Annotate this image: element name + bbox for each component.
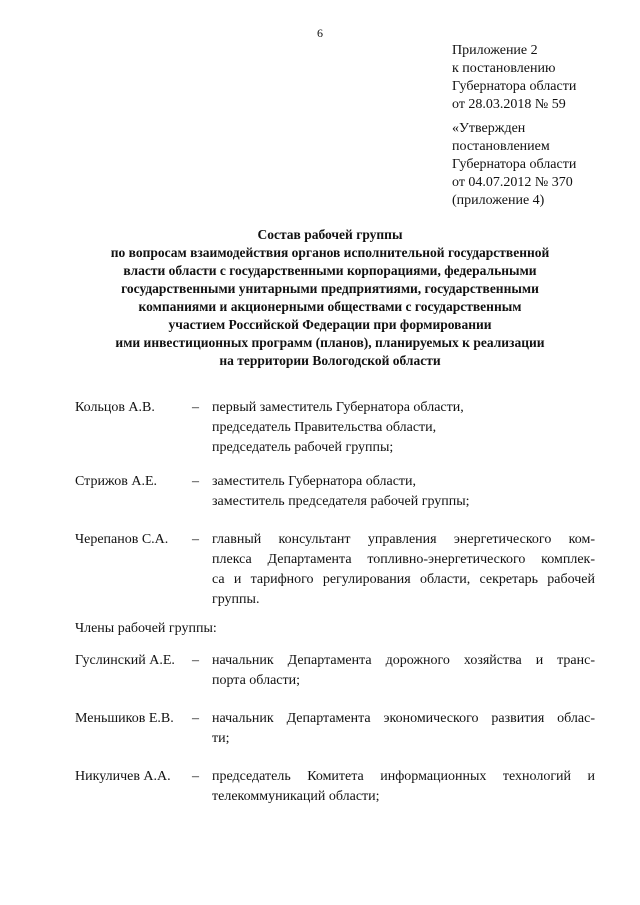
appendix-line: Губернатора области [452,79,577,94]
appendix-line: Приложение 2 [452,43,538,58]
approval-line: Губернатора области [452,157,577,172]
position-line: председатель рабочей группы; [212,440,394,455]
appendix-line: от 28.03.2018 № 59 [452,97,566,112]
position-line: са и тарифного регулирования области, секретарь рабочей [212,572,595,587]
members-heading: Члены рабочей группы: [75,621,217,636]
position-line: телекоммуникаций области; [212,789,380,804]
position-line: ти; [212,731,230,746]
dash-separator: – [192,711,199,726]
member-name: Стрижов А.Е. [75,474,158,489]
member-position [212,472,595,512]
position-line: начальник Департамента дорожного хозяйства и транс- [212,653,595,668]
dash-separator: – [192,474,199,489]
position-line: начальник Департамента экономического развития облас- [212,711,595,726]
appendix-reference [452,42,576,114]
member-name: Гуслинский А.Е. [75,653,175,668]
position-line: первый заместитель Губернатора области, [212,400,464,415]
position-line: председатель Правительства области, [212,420,437,435]
position-line: главный консультант управления энергетического ком- [212,532,595,547]
approval-reference [452,120,576,210]
position-line: группы. [212,592,260,607]
member-position [212,398,595,458]
document-title [40,226,620,370]
position-line: плекса Департамента топливно-энергетического комплек- [212,552,595,567]
member-name: Меньшиков Е.В. [75,711,174,726]
member-name: Никуличев А.А. [75,769,171,784]
title-line: ими инвестиционных программ (планов), планируемых к реализации [115,335,545,350]
appendix-line: к постановлению [452,61,556,76]
title-line: власти области с государственными корпорациями, федеральными [123,263,537,278]
title-line: на территории Вологодской области [219,353,441,368]
title-line: по вопросам взаимодействия органов исполнительной государственной [110,245,550,260]
position-line: порта области; [212,673,300,688]
dash-separator: – [192,653,199,668]
approval-line: «Утвержден [452,121,526,136]
member-name: Черепанов С.А. [75,532,169,547]
position-line: председатель Комитета информационных технологий и [212,769,595,784]
title-line: Состав рабочей группы [257,227,403,242]
member-name: Кольцов А.В. [75,400,155,415]
dash-separator: – [192,769,199,784]
position-line: заместитель председателя рабочей группы; [212,494,470,509]
dash-separator: – [192,400,199,415]
approval-line: (приложение 4) [452,193,545,208]
member-position [212,530,595,610]
approval-line: постановлением [452,139,550,154]
page-number: 6 [317,26,323,40]
title-line: компаниями и акционерными обществами с государственным [138,299,522,314]
member-position [212,651,595,691]
position-line: заместитель Губернатора области, [212,474,417,489]
dash-separator: – [192,532,199,547]
title-line: участием Российской Федерации при формировании [168,317,492,332]
title-line: государственными унитарными предприятиями, государственными [121,281,539,296]
member-position [212,709,595,749]
approval-line: от 04.07.2012 № 370 [452,175,573,190]
member-position [212,767,595,807]
